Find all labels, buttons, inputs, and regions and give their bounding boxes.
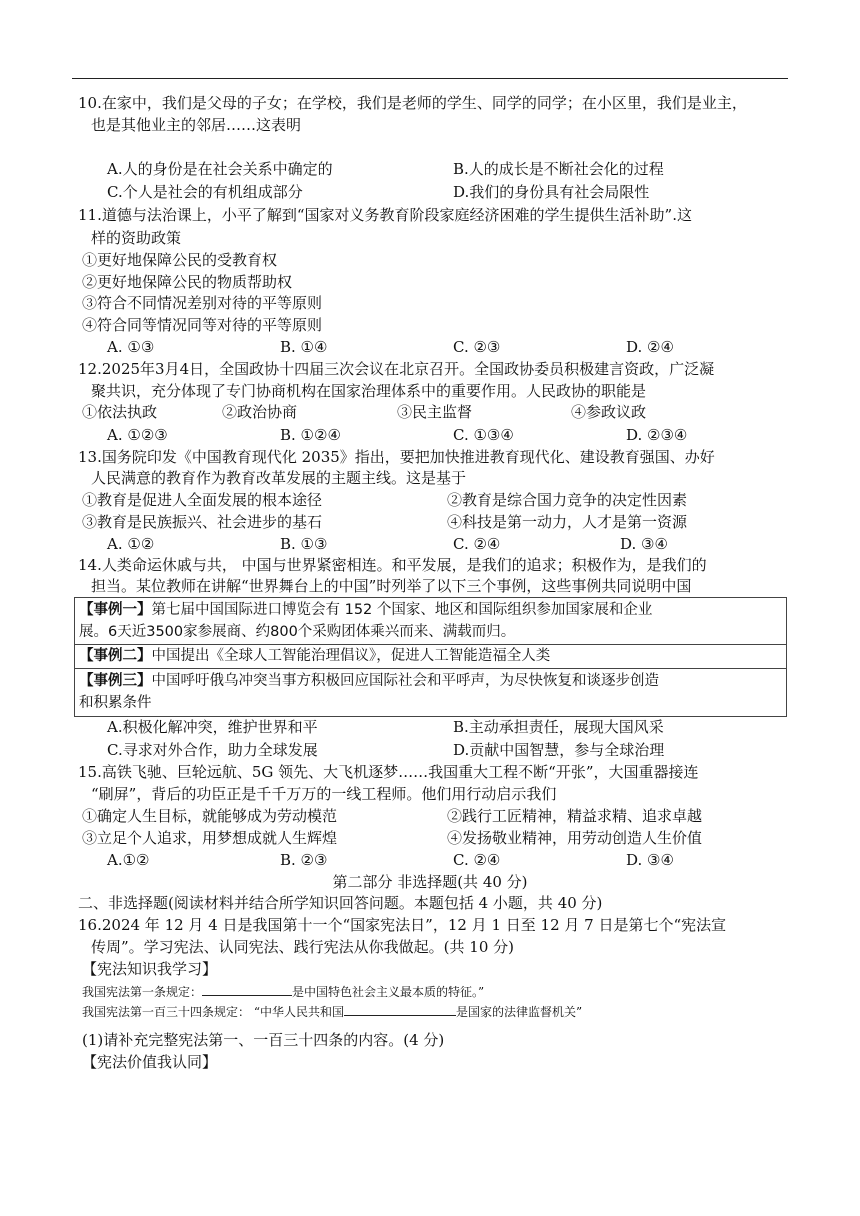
q14-option-b: B.主动承担责任，展现大国风采 [453,718,664,736]
q11-option-b: B. ①④ [280,338,328,356]
part2-heading: 第二部分 非选择题(共 40 分) [332,873,528,891]
q16-law1: 我国宪法第一条规定： 是中国特色社会主义最本质的特征。” [82,985,485,999]
q12-option-a: A. ①②③ [107,426,168,444]
q14-case3-tag: 【事例三】 [79,673,152,689]
q11-item-1: ①更好地保障公民的受教育权 [82,251,278,269]
q12-option-c: C. ①③④ [453,426,514,444]
q11-stem-line1: 11.道德与法治课上，小平了解到“国家对义务教育阶段家庭经济困难的学生提供生活补助”.这 [78,206,692,224]
q11-option-d: D. ②④ [626,338,674,356]
q14-option-d: D.贡献中国智慧，参与全球治理 [453,741,665,759]
q13-option-d: D. ③④ [620,535,668,553]
q15-item-1: ①确定人生目标，就能够成为劳动模范 [82,807,338,825]
q15-option-c: C. ②④ [453,851,501,869]
q13-stem-line2: 人民满意的教育作为教育改革发展的主题主线。这是基于 [91,469,467,487]
part2-section-title: 二、非选择题(阅读材料并结合所学知识回答问题。本题包括 4 小题，共 40 分) [78,894,603,912]
q12-item-3: ③民主监督 [397,403,473,421]
q12-option-b: B. ①②④ [280,426,341,444]
q15-option-d: D. ③④ [626,851,674,869]
q14-case-box [74,597,787,717]
q14-case1-line2: 展。6天近3500家参展商、约800个采购团体乘兴而来、满载而归。 [79,624,516,640]
q13-option-a: A. ①② [107,535,155,553]
q14-case3-line2: 和积累条件 [79,695,152,711]
q15-stem-line1: 15.高铁飞驰、巨轮远航、5G 领先、大飞机逐梦……我国重大工程不断“开张”，大国重器接连 [78,763,699,781]
q14-case1-line1: 【事例一】第七届中国国际进口博览会有 152 个国家、地区和国际组织参加国家展和企业 [79,602,653,618]
q12-item-4: ④参政议政 [571,403,647,421]
q11-item-4: ④符合同等情况同等对待的平等原则 [82,316,323,334]
q12-stem-line2: 聚共识，充分体现了专门协商机构在国家治理体系中的重要作用。人民政协的职能是 [91,382,647,400]
q13-item-3: ③教育是民族振兴、社会进步的基石 [82,513,323,531]
q12-option-d: D. ②③④ [626,426,688,444]
q11-item-3: ③符合不同情况差别对待的平等原则 [82,294,323,312]
q14-case2-tag: 【事例二】 [79,648,152,664]
q13-item-4: ④科技是第一动力，人才是第一资源 [447,513,688,531]
q14-stem-line1: 14.人类命运休戚与共， 中国与世界紧密相连。和平发展，是我们的追求；积极作为，是我们的 [78,556,707,574]
q10-stem-line1: 10.在家中，我们是父母的子女；在学校，我们是老师的学生、同学的同学；在小区里，我们是业主， [78,94,747,112]
q16-law2: 我国宪法第一百三十四条规定： “中华人民共和国 是国家的法律监督机关” [82,1005,583,1019]
q12-item-1: ①依法执政 [82,403,158,421]
q13-item-1: ①教育是促进人全面发展的根本途径 [82,491,323,509]
q12-item-2: ②政治协商 [222,403,298,421]
q13-item-2: ②教育是综合国力竞争的决定性因素 [447,491,688,509]
q15-item-4: ④发扬敬业精神，用劳动创造人生价值 [447,829,703,847]
q10-stem-line2: 也是其他业主的邻居……这表明 [91,116,302,134]
q16-stem-line2: 传周”。学习宪法、认同宪法、践行宪法从你我做起。(共 10 分) [91,938,514,956]
q16-stem-line1: 16.2024 年 12 月 4 日是我国第十一个“国家宪法日”，12 月 1 日至 12 月 7 日是第七个“宪法宣 [78,916,727,934]
q13-option-c: C. ②④ [453,535,501,553]
q10-option-d: D.我们的身份具有社会局限性 [453,183,650,201]
q14-option-c: C.寻求对外合作，助力全球发展 [107,741,318,759]
q14-case3-row [75,669,786,716]
q16-sub2-title: 【宪法价值我认同】 [82,1053,218,1071]
q14-case2-line1: 【事例二】中国提出《全球人工智能治理倡议》，促进人工智能造福全人类 [79,648,551,664]
q16-law2-blank[interactable] [344,1003,456,1016]
q16-law1-blank[interactable] [202,983,292,996]
q16-sub1-title: 【宪法知识我学习】 [82,960,218,978]
q15-item-2: ②践行工匠精神，精益求精、追求卓越 [447,807,703,825]
q14-option-a: A.积极化解冲突，维护世界和平 [107,718,318,736]
q15-item-3: ③立足个人追求，用梦想成就人生辉煌 [82,829,338,847]
header-rule [72,78,788,79]
q11-option-a: A. ①③ [107,338,155,356]
q10-option-a: A.人的身份是在社会关系中确定的 [107,160,333,178]
q14-stem-line2: 担当。某位教师在讲解“世界舞台上的中国”时列举了以下三个事例，这些事例共同说明中国 [91,577,692,595]
q15-option-b: B. ②③ [280,851,328,869]
q14-case3-line1: 【事例三】中国呼吁俄乌冲突当事方积极回应国际社会和平呼声，为尽快恢复和谈逐步创造 [79,673,659,689]
q15-stem-line2: “刷屏”，背后的功臣正是千千万万的一线工程师。他们用行动启示我们 [91,785,557,803]
q12-stem-line1: 12.2025年3月4日，全国政协十四届三次会议在北京召开。全国政协委员积极建言资政，广泛凝 [78,360,715,378]
q10-option-b: B.人的成长是不断社会化的过程 [453,160,664,178]
q16-question-1: (1)请补充完整宪法第一、一百三十四条的内容。(4 分) [82,1031,445,1049]
q13-stem-line1: 13.国务院印发《中国教育现代化 2035》指出，要把加快推进教育现代化、建设教育强国、办好 [78,448,715,466]
q11-option-c: C. ②③ [453,338,501,356]
q11-stem-line2: 样的资助政策 [91,229,182,247]
q14-case1-row [75,598,786,645]
q14-case1-tag: 【事例一】 [79,602,152,618]
q15-option-a: A.①② [107,851,150,869]
q13-option-b: B. ①③ [280,535,328,553]
q11-item-2: ②更好地保障公民的物质帮助权 [82,273,293,291]
q14-case2-row [75,645,786,669]
q10-option-c: C.个人是社会的有机组成部分 [107,183,303,201]
